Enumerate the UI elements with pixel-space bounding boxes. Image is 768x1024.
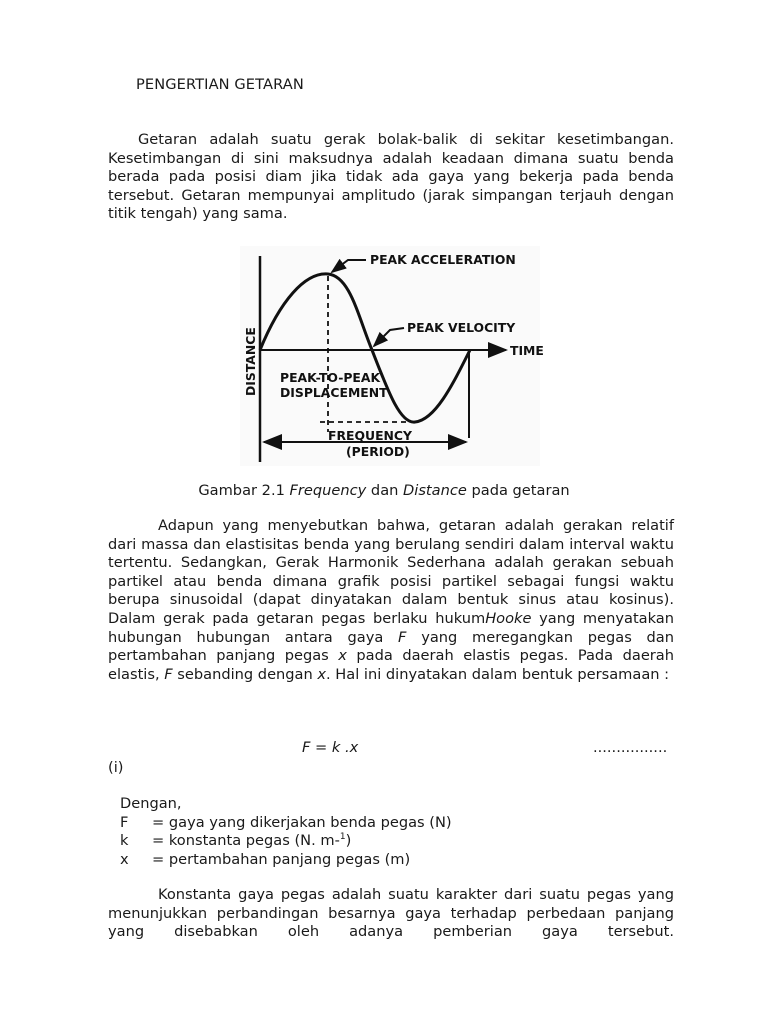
caption-term-frequency: Frequency [289, 482, 367, 499]
label-peak-acceleration: PEAK ACCELERATION [370, 252, 516, 267]
symbol-F: F [164, 665, 173, 683]
hooke-text-6: . Hal ini dinyatakan dalam bentuk persamaan : [326, 665, 670, 683]
legend-symbol: x [120, 850, 129, 868]
equation-leader-dots: ................ [593, 739, 668, 756]
paragraph-spring-constant-text: Konstanta gaya pegas adalah suatu karakter dari suatu pegas yang menunjukkan perbandingan besarnya gaya terhadap perbedaan panjang yang disebabkan oleh adanya pemberian gaya tersebut. [108, 886, 674, 941]
legend-description: = gaya yang dikerjakan benda pegas (N) [152, 813, 452, 831]
symbol-x: x [317, 665, 327, 683]
label-period: (PERIOD) [346, 444, 410, 459]
caption-suffix: pada getaran [466, 482, 570, 499]
hooke-text-2: yang menyatakan hubungan hubungan antara gaya [108, 609, 674, 646]
equation-number: (i) [108, 759, 124, 776]
vibration-figure [240, 246, 544, 466]
paragraph-spring-constant [108, 886, 674, 942]
label-distance: DISTANCE [243, 327, 258, 396]
legend-symbol: k [120, 832, 129, 850]
hooke-text-3: yang meregangkan pegas dan pertambahan panjang pegas [108, 628, 674, 665]
figure-caption [0, 482, 768, 499]
label-time: TIME [510, 343, 544, 358]
label-peak-to-peak: PEAK-TO-PEAK [280, 370, 381, 385]
legend-description-pre: = konstanta pegas (N. m- [152, 832, 340, 850]
equation-formula: F = k .x [302, 739, 359, 756]
legend-heading: Dengan, [120, 795, 182, 812]
label-frequency: FREQUENCY [328, 428, 412, 443]
legend-description-post: ) [345, 832, 352, 850]
legend-row-F [120, 814, 452, 833]
variable-legend [120, 795, 452, 869]
paragraph-definition [108, 131, 674, 224]
label-peak-velocity: PEAK VELOCITY [407, 320, 516, 335]
legend-row-k [120, 832, 452, 851]
legend-description [152, 832, 351, 851]
caption-term-distance: Distance [403, 482, 467, 499]
hooke-text-5: sebanding dengan [172, 665, 318, 683]
hooke-term: Hooke [485, 609, 532, 627]
paragraph-definition-text: Getaran adalah suatu gerak bolak-balik di sekitar kesetimbangan. Kesetimbangan di sini maksudnya adalah keadaan dimana suatu benda berada pada posisi diam jika tidak ada gaya yang bekerja pada benda tersebut. Getaran mempunyai amplitudo (jarak simpangan terjauh dengan titik tengah) yang sama. [108, 131, 674, 223]
symbol-x: x [338, 647, 347, 665]
paragraph-hooke [108, 517, 674, 684]
paragraph-hooke-text [108, 517, 674, 684]
symbol-F: F [398, 628, 407, 646]
label-displacement: DISPLACEMENT [280, 385, 388, 400]
caption-middle: dan [366, 482, 404, 499]
legend-row-x [120, 851, 452, 870]
hooke-text-1: Adapun yang menyebutkan bahwa, getaran adalah gerakan relatif dari massa dan elastisitas benda yang berulang sendiri dalam interval waktu tertentu. Sedangkan, Gerak Harmonik Sederhana adalah gerakan sebuah partikel atau benda dimana grafik posisi partikel sebagai fungsi waktu berupa sinusoidal (dapat dinyatakan dalam bentuk sinus atau kosinus). Dalam gerak pada getaran pegas berlaku hukum [108, 517, 674, 627]
legend-symbol: F [120, 813, 129, 831]
section-title: PENGERTIAN GETARAN [136, 76, 304, 93]
legend-superscript: 1 [339, 832, 346, 843]
hooke-text-4: pada daerah elastis pegas. Pada daerah elastis, [108, 647, 674, 683]
legend-description: = pertambahan panjang pegas (m) [152, 850, 411, 868]
vibration-diagram [240, 246, 544, 466]
caption-prefix: Gambar 2.1 [198, 482, 290, 499]
